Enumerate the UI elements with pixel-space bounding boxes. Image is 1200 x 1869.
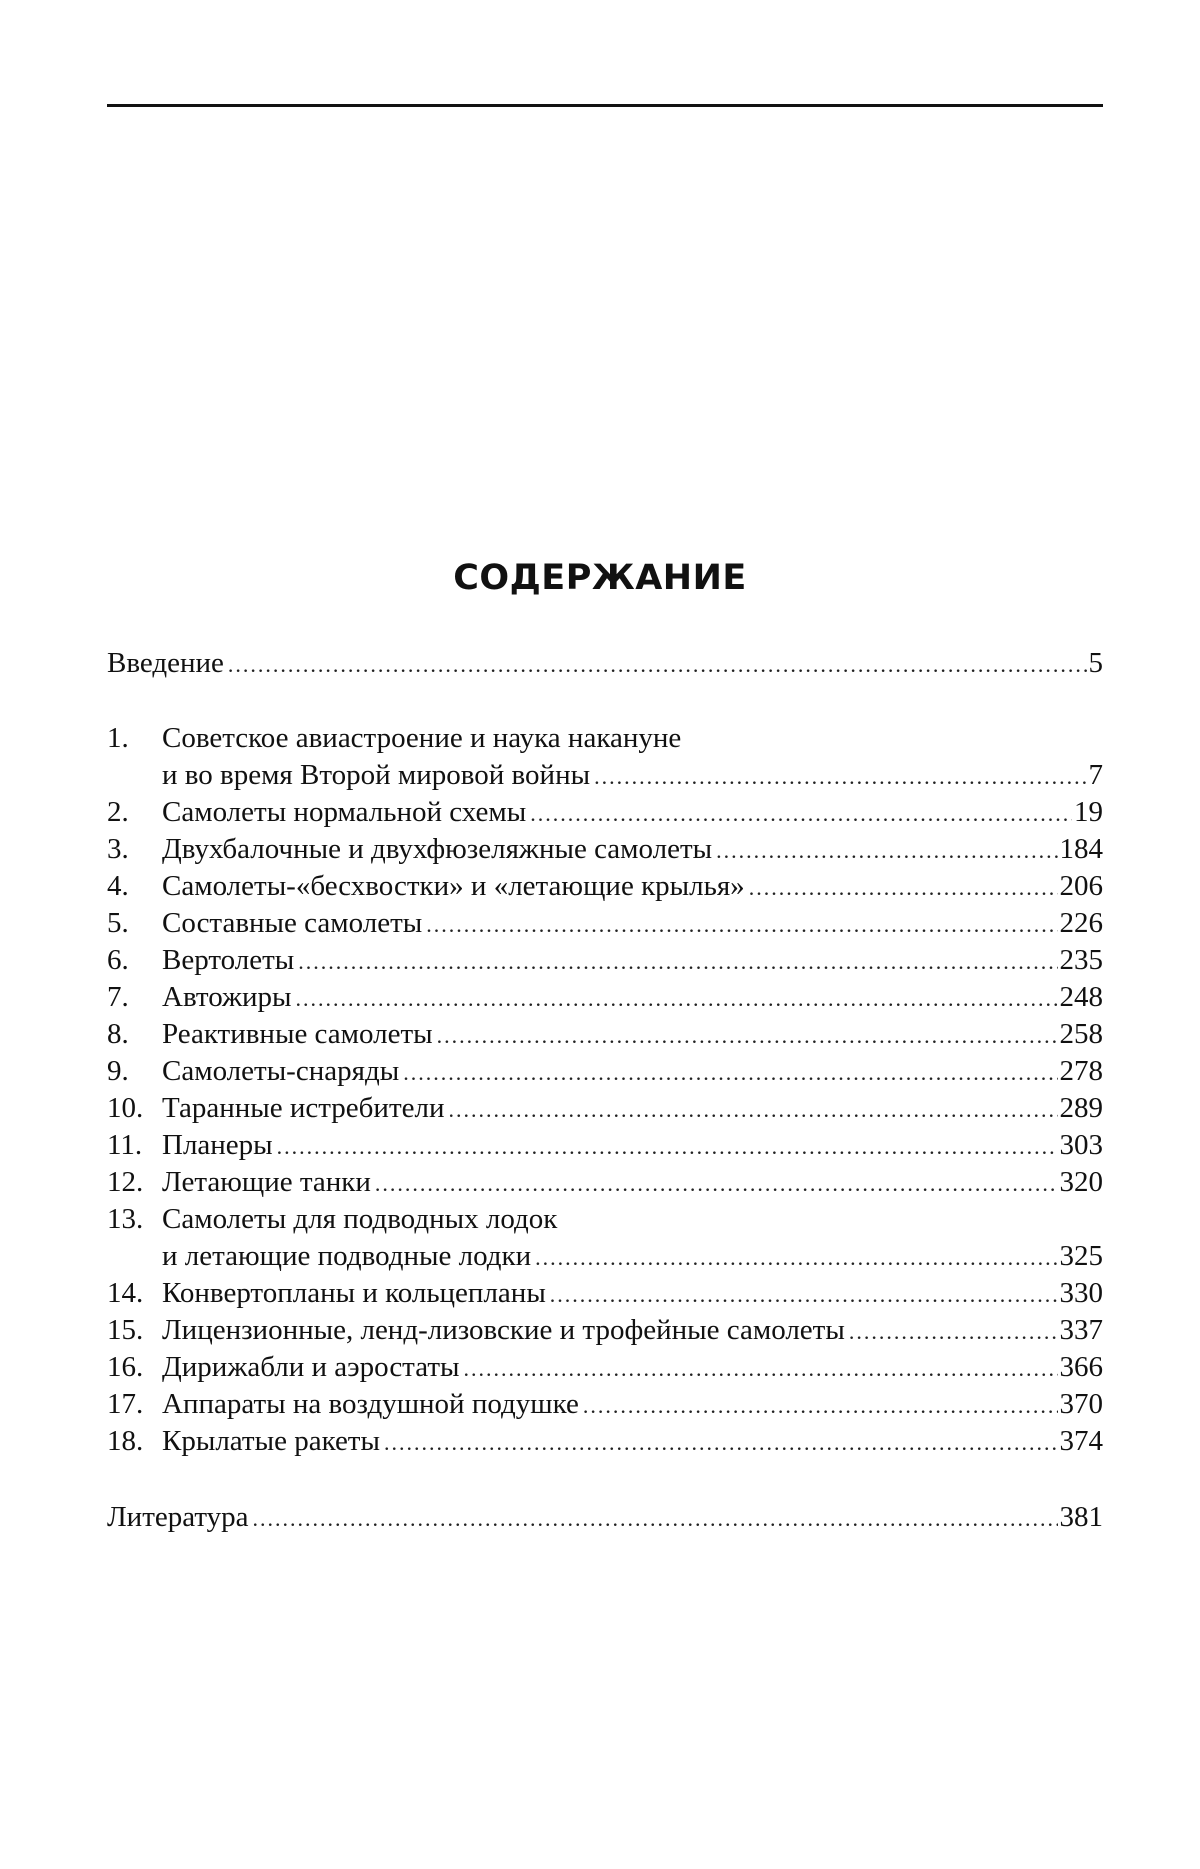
dot-leader bbox=[296, 981, 1058, 1017]
toc-entry-title: Аппараты на воздушной подушке bbox=[162, 1388, 579, 1420]
toc-entry-15 bbox=[107, 1312, 1103, 1348]
toc-page-number: 366 bbox=[1059, 1351, 1103, 1383]
toc-entry-number: 11. bbox=[107, 1129, 143, 1161]
toc-entry-1 bbox=[107, 757, 1103, 793]
top-rule bbox=[107, 104, 1103, 107]
dot-leader bbox=[716, 833, 1057, 869]
toc-entry-16 bbox=[107, 1349, 1103, 1385]
toc-entry-title: Литература bbox=[107, 1501, 249, 1533]
dot-leader bbox=[375, 1166, 1058, 1202]
toc-entry-title: Самолеты-снаряды bbox=[162, 1055, 400, 1087]
page-title: СОДЕРЖАНИЕ bbox=[453, 558, 747, 598]
dot-leader bbox=[298, 944, 1057, 980]
toc-page-number: 289 bbox=[1059, 1092, 1103, 1124]
toc-entry-title: Реактивные самолеты bbox=[162, 1018, 433, 1050]
toc-entry-13 bbox=[107, 1238, 1103, 1274]
toc-entry-4 bbox=[107, 868, 1103, 904]
toc-page-number: 337 bbox=[1059, 1314, 1103, 1346]
toc-page-number: 206 bbox=[1059, 870, 1103, 902]
toc-entry-number: 5. bbox=[107, 907, 129, 939]
toc-page-number: 303 bbox=[1059, 1129, 1103, 1161]
toc-entry-title: Самолеты-«бесхвостки» и «летающие крылья» bbox=[162, 870, 745, 902]
toc-entry-2 bbox=[107, 794, 1103, 830]
toc-page-number: 19 bbox=[1074, 796, 1103, 828]
toc-entry-number: 8. bbox=[107, 1018, 129, 1050]
toc-entry-title: Введение bbox=[107, 647, 224, 679]
toc-page-number: 235 bbox=[1059, 944, 1103, 976]
toc-entry-title: Советское авиастроение и наука накануне bbox=[162, 722, 682, 754]
toc-entry-number: 4. bbox=[107, 870, 129, 902]
toc-entry-9 bbox=[107, 1053, 1103, 1089]
dot-leader bbox=[384, 1425, 1058, 1461]
toc-entry-12 bbox=[107, 1164, 1103, 1200]
toc-entry-title: Лицензионные, ленд-лизовские и трофейные самолеты bbox=[162, 1314, 845, 1346]
toc-entry-title: Составные самолеты bbox=[162, 907, 423, 939]
dot-leader bbox=[530, 796, 1072, 832]
toc-page-number: 320 bbox=[1059, 1166, 1103, 1198]
toc-page-number: 381 bbox=[1059, 1501, 1103, 1533]
toc-entry-10 bbox=[107, 1090, 1103, 1126]
toc-page-number: 184 bbox=[1059, 833, 1103, 865]
toc-entry-14 bbox=[107, 1275, 1103, 1311]
toc-entry-number: 1. bbox=[107, 722, 129, 754]
toc-entry-number: 6. bbox=[107, 944, 129, 976]
toc-entry-title: Конвертопланы и кольцепланы bbox=[162, 1277, 546, 1309]
toc-page-number: 278 bbox=[1059, 1055, 1103, 1087]
toc-page-number: 325 bbox=[1059, 1240, 1103, 1272]
dot-leader bbox=[535, 1240, 1057, 1276]
toc-entry-number: 9. bbox=[107, 1055, 129, 1087]
toc-entry-literature bbox=[107, 1499, 1103, 1535]
toc-entry-number: 3. bbox=[107, 833, 129, 865]
toc-page-number: 5 bbox=[1088, 647, 1103, 679]
toc-entry-17 bbox=[107, 1386, 1103, 1422]
toc-entry-18 bbox=[107, 1423, 1103, 1459]
toc-page-number: 248 bbox=[1059, 981, 1103, 1013]
toc-entry-8 bbox=[107, 1016, 1103, 1052]
dot-leader bbox=[277, 1129, 1058, 1165]
toc-entry-title: Крылатые ракеты bbox=[162, 1425, 380, 1457]
toc-entry-title: Планеры bbox=[162, 1129, 273, 1161]
toc-page-number: 7 bbox=[1088, 759, 1103, 791]
toc-entry-title: Летающие танки bbox=[162, 1166, 371, 1198]
toc-entry-number: 15. bbox=[107, 1314, 144, 1346]
dot-leader bbox=[403, 1055, 1057, 1091]
dot-leader bbox=[550, 1277, 1058, 1313]
toc-entry-title: Вертолеты bbox=[162, 944, 295, 976]
toc-entry-number: 18. bbox=[107, 1425, 144, 1457]
toc-entry-11 bbox=[107, 1127, 1103, 1163]
dot-leader bbox=[464, 1351, 1058, 1387]
dot-leader bbox=[583, 1388, 1058, 1424]
toc-page-number: 374 bbox=[1059, 1425, 1103, 1457]
toc-entry-7 bbox=[107, 979, 1103, 1015]
dot-leader bbox=[594, 759, 1086, 795]
toc-entry-title: Самолеты для подводных лодок bbox=[162, 1203, 558, 1235]
toc-entry-1-first-line bbox=[107, 720, 1103, 756]
dot-leader bbox=[426, 907, 1057, 943]
toc-entry-number: 2. bbox=[107, 796, 129, 828]
toc-entry-title: Двухбалочные и двухфюзеляжные самолеты bbox=[162, 833, 713, 865]
dot-leader bbox=[437, 1018, 1058, 1054]
toc-entry-number: 10. bbox=[107, 1092, 144, 1124]
toc-page-number: 258 bbox=[1059, 1018, 1103, 1050]
toc-entry-6 bbox=[107, 942, 1103, 978]
toc-entry-title: Дирижабли и аэростаты bbox=[162, 1351, 460, 1383]
toc-page-number: 330 bbox=[1059, 1277, 1103, 1309]
toc-entry-title: Самолеты нормальной схемы bbox=[162, 796, 527, 828]
toc-entry-title: Таранные истребители bbox=[162, 1092, 445, 1124]
toc-page-number: 226 bbox=[1059, 907, 1103, 939]
toc-entry-title: и во время Второй мировой войны bbox=[162, 759, 591, 791]
dot-leader bbox=[228, 647, 1087, 683]
toc-entry-title: Автожиры bbox=[162, 981, 292, 1013]
toc-entry-number: 16. bbox=[107, 1351, 144, 1383]
toc-page-number: 370 bbox=[1059, 1388, 1103, 1420]
dot-leader bbox=[749, 870, 1058, 906]
toc-entry-number: 12. bbox=[107, 1166, 144, 1198]
toc-entry-5 bbox=[107, 905, 1103, 941]
toc-entry-intro bbox=[107, 645, 1103, 681]
toc-entry-title: и летающие подводные лодки bbox=[162, 1240, 532, 1272]
dot-leader bbox=[448, 1092, 1057, 1128]
dot-leader bbox=[849, 1314, 1058, 1350]
toc-entry-13-first-line bbox=[107, 1201, 1103, 1237]
dot-leader bbox=[253, 1501, 1058, 1537]
toc-entry-number: 17. bbox=[107, 1388, 144, 1420]
toc-entry-number: 14. bbox=[107, 1277, 144, 1309]
toc-entry-number: 13. bbox=[107, 1203, 144, 1235]
toc-entry-3 bbox=[107, 831, 1103, 867]
toc-entry-number: 7. bbox=[107, 981, 129, 1013]
